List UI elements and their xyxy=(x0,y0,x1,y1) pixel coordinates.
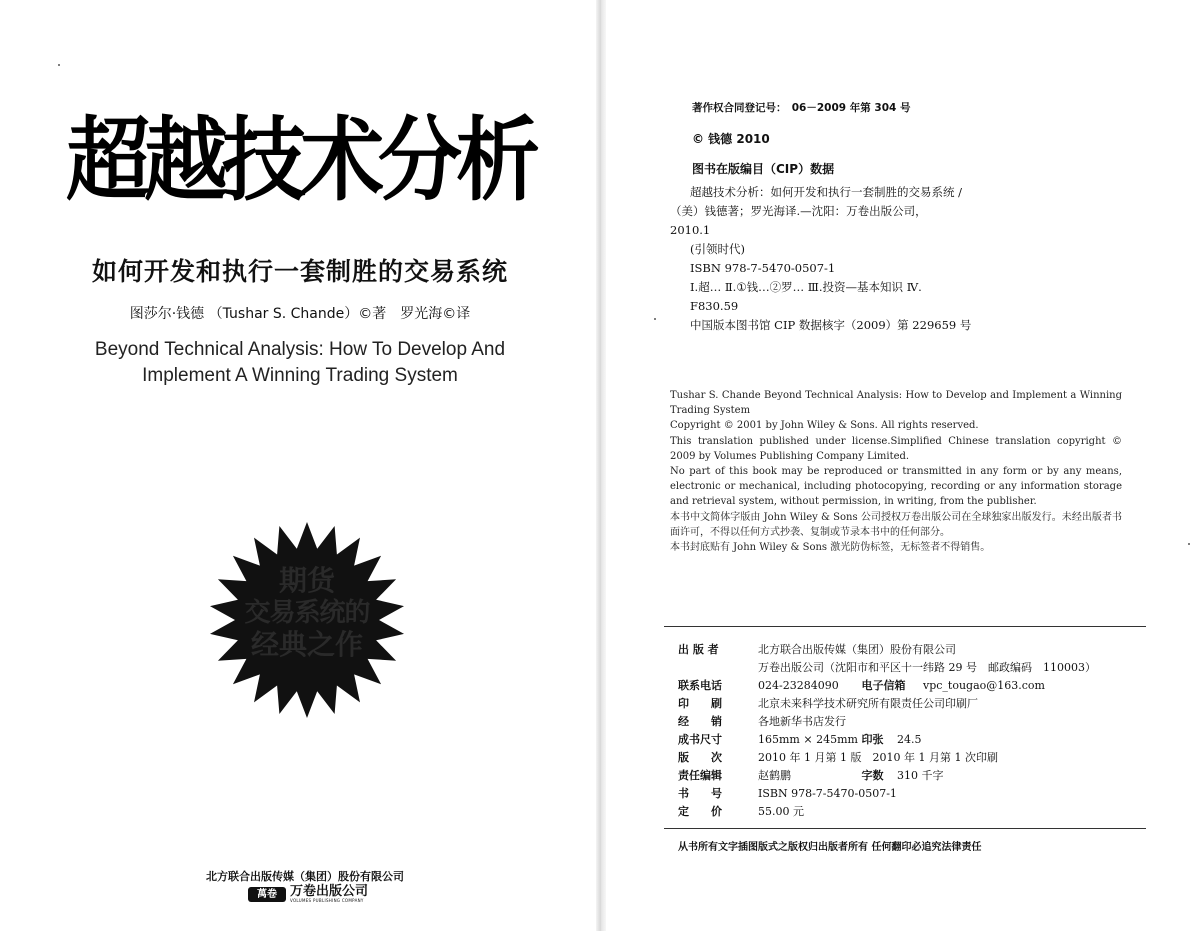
imprint-value: 310 千字 xyxy=(897,769,944,782)
badge-line-1: 期货 xyxy=(278,564,335,597)
table-row xyxy=(678,694,1128,712)
imprint-value: ISBN 978-7-5470-0507-1 xyxy=(758,786,897,800)
cip-line: (引领时代) xyxy=(690,242,745,256)
title-page xyxy=(0,0,596,931)
table-row xyxy=(678,640,1128,658)
badge-line-3: 经典之作 xyxy=(250,628,363,661)
imprint-value: 55.00 元 xyxy=(758,805,804,818)
imprint-value: 北方联合出版传媒（集团）股份有限公司 xyxy=(758,643,956,656)
imprint-value: 赵鹤鹏 xyxy=(758,769,791,782)
copyright-page xyxy=(606,0,1201,931)
cip-line: 超越技术分析：如何开发和执行一套制胜的交易系统 / xyxy=(690,185,963,199)
copyright-paragraph: 本书封底贴有 John Wiley & Sons 激光防伪标签，无标签者不得销售。 xyxy=(670,542,991,554)
imprint-value: vpc_tougao@163.com xyxy=(923,679,1045,692)
imprint-label: 书 号 xyxy=(678,787,722,800)
copyright-holder: © 钱德 2010 xyxy=(692,132,770,146)
imprint-label: 印张 xyxy=(861,733,884,746)
table-row xyxy=(678,712,1128,730)
english-title xyxy=(60,337,540,389)
copyright-paragraph: Tushar S. Chande Beyond Technical Analysis: How to Develop and Implement a Winning Trading System xyxy=(670,390,1122,417)
cip-line: Ⅰ.超… Ⅱ.①钱…②罗… Ⅲ.投资—基本知识 Ⅳ. xyxy=(690,280,922,294)
publisher-logo-mark: 萬卷 xyxy=(248,887,286,902)
imprint-label: 印 刷 xyxy=(678,697,722,710)
imprint-label: 定 价 xyxy=(678,805,722,818)
cip-line: F830.59 xyxy=(690,299,739,313)
cip-data xyxy=(670,183,990,335)
imprint-value: 24.5 xyxy=(897,733,922,746)
imprint-top-rule xyxy=(664,626,1146,627)
publisher-logo-name: 万卷出版公司 xyxy=(290,884,369,899)
badge-line-2: 交易系统的 xyxy=(244,598,370,628)
cip-line: ISBN 978-7-5470-0507-1 xyxy=(690,261,836,275)
scan-speck xyxy=(654,318,656,320)
scan-speck xyxy=(1188,543,1190,545)
imprint-value: 165mm × 245mm xyxy=(758,733,858,746)
imprint-label: 版 次 xyxy=(678,751,722,764)
cip-line: （美）钱德著；罗光海译.—沈阳：万卷出版公司， xyxy=(670,204,927,218)
table-row xyxy=(678,676,1128,694)
scan-speck xyxy=(58,64,60,66)
book-gutter xyxy=(596,0,606,931)
copyright-paragraph: 本书中文简体字版由 John Wiley & Sons 公司授权万卷出版公司在全球独家出版发行。未经出版者书面许可，不得以任何方式抄袭、复制或节录本书中的任何部分。 xyxy=(670,511,1122,538)
copyright-paragraph: Copyright © 2001 by John Wiley & Sons. All rights reserved. xyxy=(670,420,979,432)
imprint-label: 字数 xyxy=(861,769,884,782)
table-row xyxy=(678,658,1128,676)
imprint-label: 成书尺寸 xyxy=(678,733,722,746)
imprint-table xyxy=(678,640,1128,820)
english-title-line-1: Beyond Technical Analysis: How To Develop And xyxy=(94,339,506,360)
english-title-line-2: Implement A Winning Trading System xyxy=(142,365,458,386)
imprint-value: 024-23284090 xyxy=(758,679,839,692)
publisher-name: 北方联合出版传媒（集团）股份有限公司 xyxy=(206,870,404,883)
cip-line: 2010.1 xyxy=(670,223,711,237)
table-row xyxy=(678,748,1128,766)
imprint-label: 联系电话 xyxy=(678,679,722,692)
copyright-paragraph: This translation published under license.Simplified Chinese translation copyright © 2009 by Volumes Publishing Company Limited. xyxy=(670,435,1122,462)
book-subtitle: 如何开发和执行一套制胜的交易系统 xyxy=(91,257,508,286)
author-line: 图莎尔·钱德 （Tushar S. Chande）©著 罗光海©译 xyxy=(129,306,471,322)
table-row xyxy=(678,766,1128,784)
table-row xyxy=(678,784,1128,802)
imprint-value: 2010 年 1 月第 1 版 2010 年 1 月第 1 次印刷 xyxy=(758,751,998,764)
imprint-value: 万卷出版公司（沈阳市和平区十一纬路 29 号 邮政编码 110003） xyxy=(758,661,1096,674)
copyright-paragraph: No part of this book may be reproduced or transmitted in any form or by any means, electronic or mechanical, including photocopying, recording or any information storage and retrieval system, without permission, in writing, from the publisher. xyxy=(670,466,1122,508)
cip-heading: 图书在版编目（CIP）数据 xyxy=(692,162,835,176)
publisher-logo xyxy=(248,885,368,904)
rights-footer-note: 从书所有文字插图版式之版权归出版者所有 任何翻印必追究法律责任 xyxy=(678,842,982,853)
copyright-notice xyxy=(670,388,1122,555)
book-title: 超越技术分析 xyxy=(65,106,534,213)
publisher-logo-english: VOLUMES PUBLISHING COMPANY xyxy=(290,898,364,903)
contract-registration: 著作权合同登记号： 06－2009 年第 304 号 xyxy=(692,102,911,114)
imprint-label: 电子信箱 xyxy=(861,679,906,692)
imprint-label: 经 销 xyxy=(678,715,722,728)
imprint-label: 出 版 者 xyxy=(678,643,719,656)
starburst-badge-text xyxy=(207,565,407,661)
cip-line: 中国版本图书馆 CIP 数据核字（2009）第 229659 号 xyxy=(690,318,972,332)
table-row xyxy=(678,730,1128,748)
imprint-value: 北京未来科学技术研究所有限责任公司印刷厂 xyxy=(758,697,978,710)
imprint-label: 责任编辑 xyxy=(678,769,722,782)
imprint-bottom-rule xyxy=(664,828,1146,829)
imprint-value: 各地新华书店发行 xyxy=(758,715,846,728)
table-row xyxy=(678,802,1128,820)
